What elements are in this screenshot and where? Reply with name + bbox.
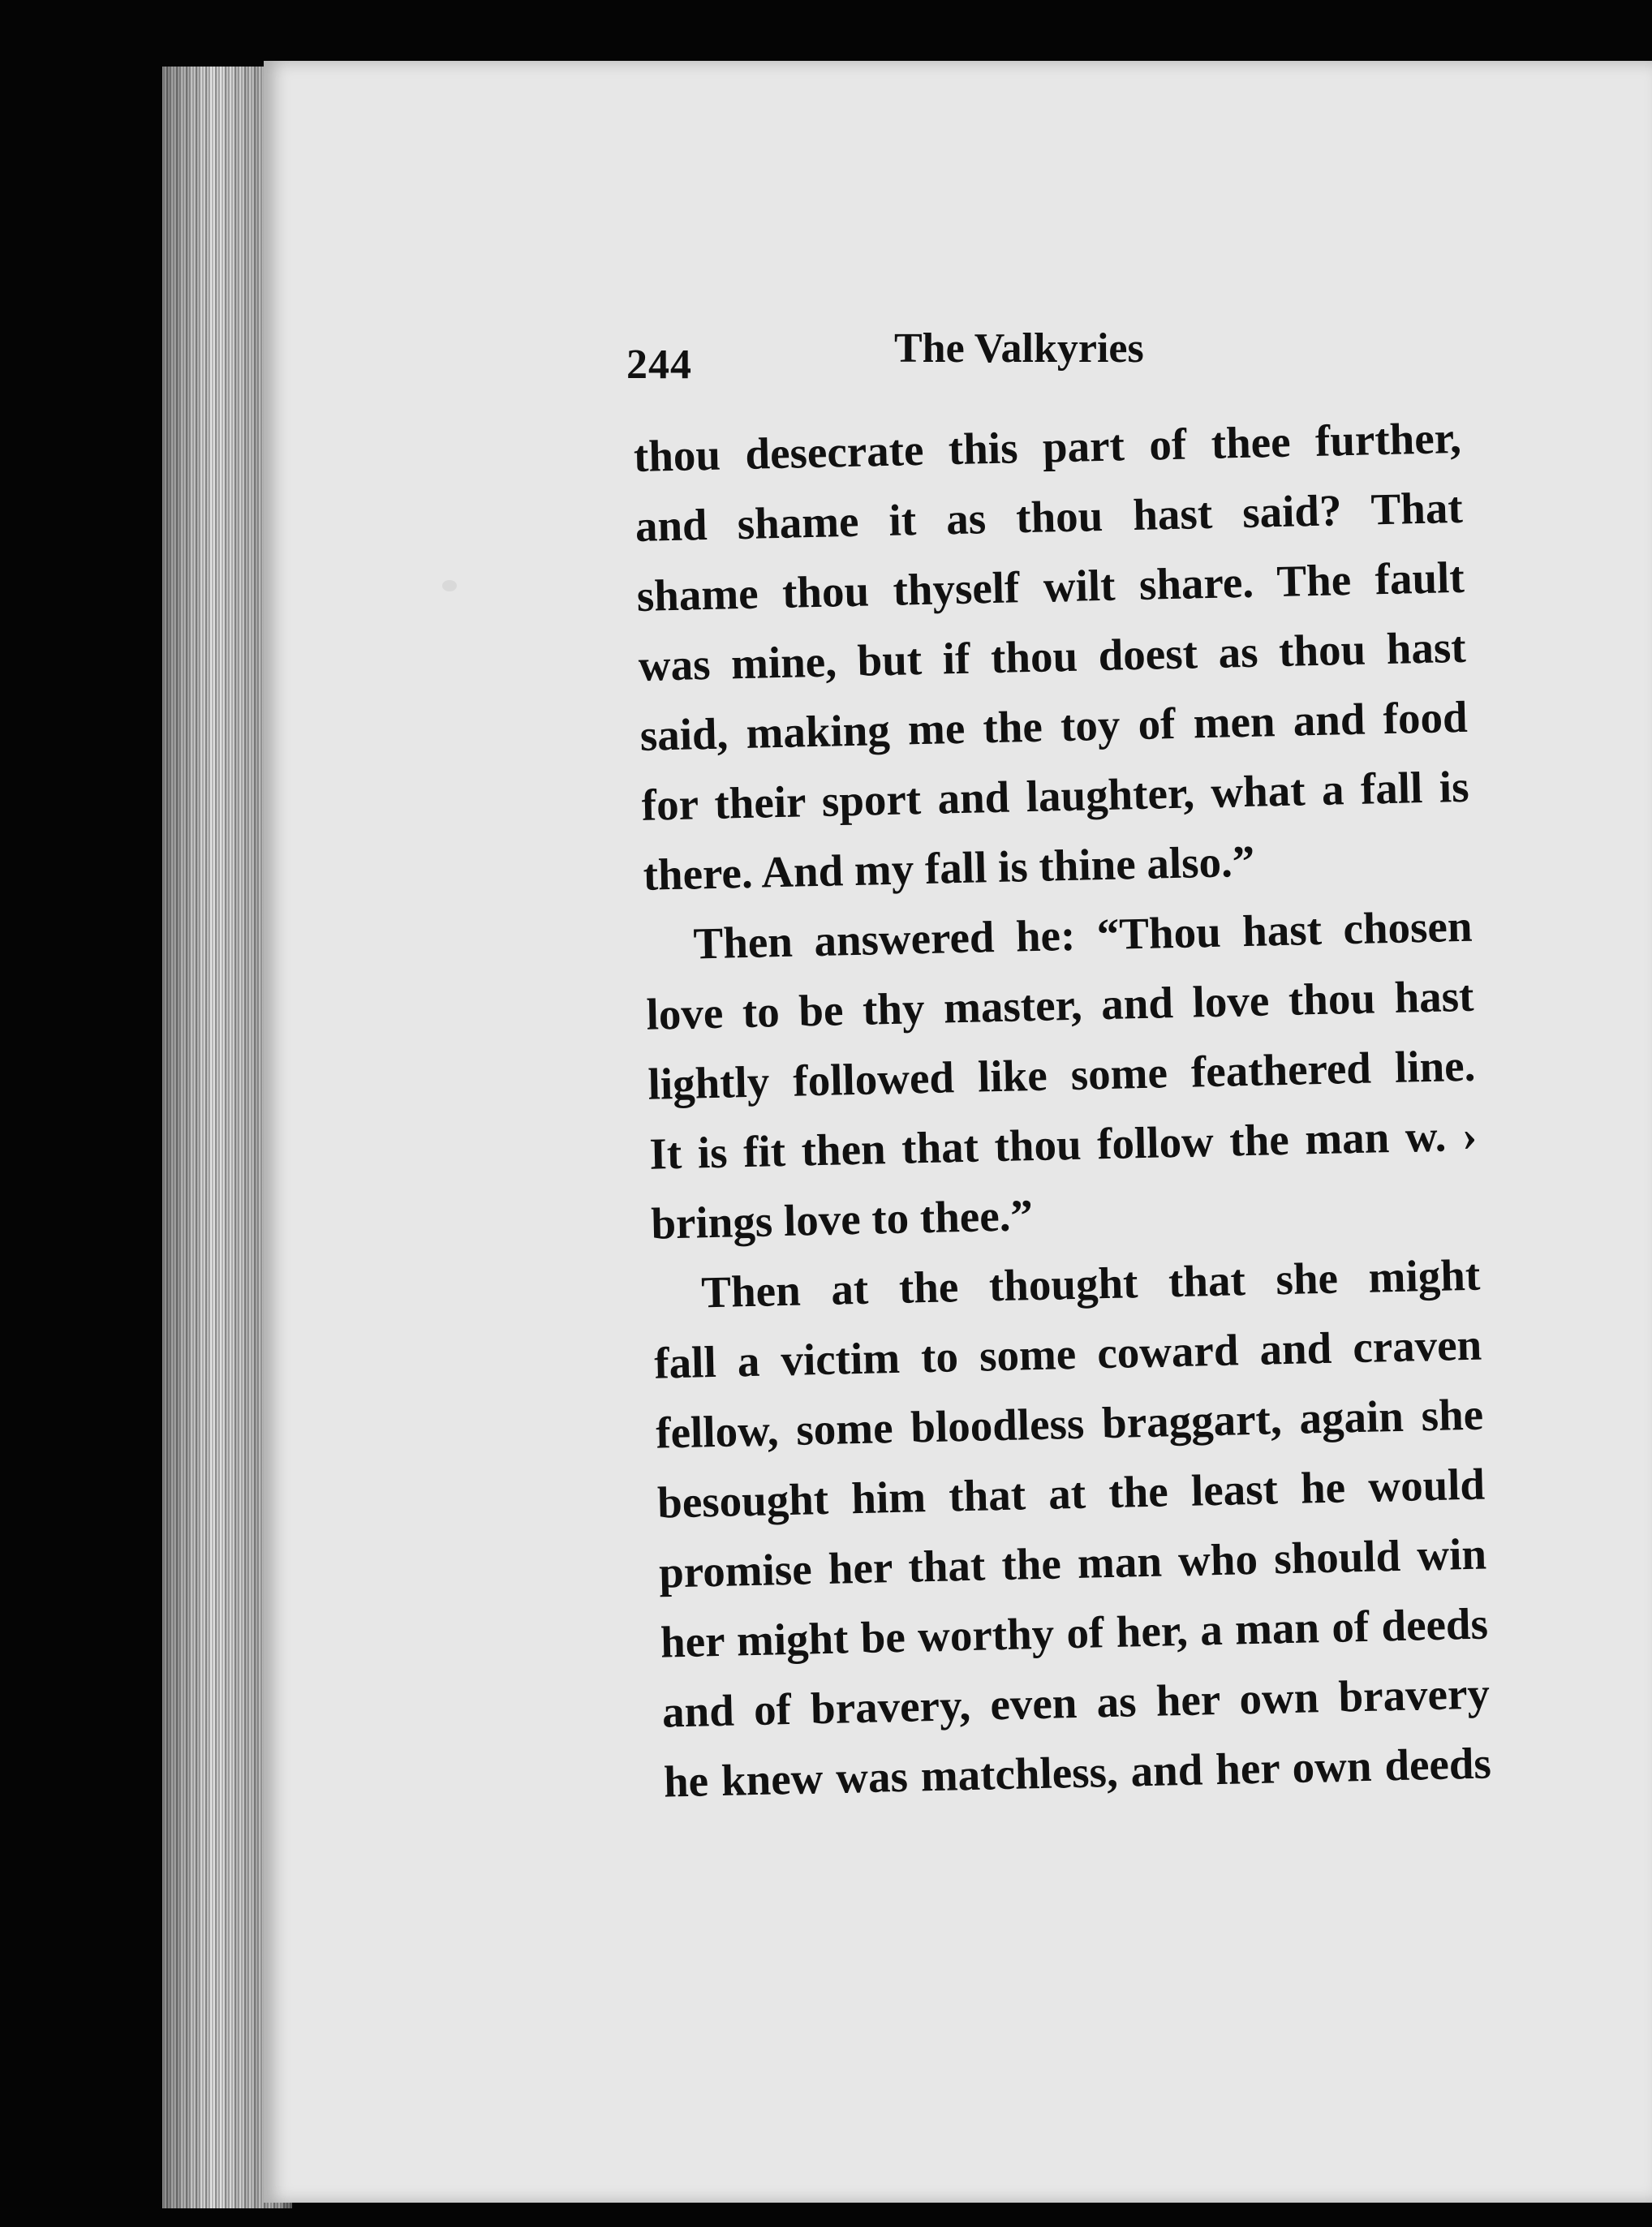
- text-line: thou desecrate this part of thee further,: [633, 412, 1462, 481]
- body-text: [633, 403, 1492, 1817]
- text-line: for their sport and laughter, what a fall is: [641, 761, 1470, 830]
- text-line: shame thou thyself wilt share. The fault: [636, 552, 1465, 621]
- text-line: brings love to thee.”: [650, 1190, 1034, 1249]
- page-header: [626, 325, 1454, 389]
- text-line: besought him that at the least he would: [656, 1459, 1486, 1528]
- text-line: fall a victim to some coward and craven: [653, 1319, 1482, 1388]
- text-line: there. And my fall is thine also.”: [642, 836, 1255, 900]
- text-line: fellow, some bloodless braggart, again she: [655, 1389, 1484, 1458]
- text-line: lightly followed like some feathered line.: [647, 1040, 1476, 1109]
- text-line: was mine, but if thou doest as thou hast: [638, 621, 1467, 690]
- text-line: and shame it as thou hast said? That: [635, 482, 1464, 551]
- text-line: her might be worthy of her, a man of deeds: [660, 1598, 1489, 1667]
- text-line: It is fit then that thou follow the man w. ›: [648, 1110, 1478, 1179]
- text-line: love to be thy master, and love thou hast: [645, 970, 1475, 1039]
- text-line: he knew was matchless, and her own deeds: [663, 1738, 1492, 1807]
- page-number: 244: [626, 342, 692, 388]
- text-line: Then at the thought that she might: [700, 1249, 1481, 1318]
- text-line: promise her that the man who should win: [658, 1528, 1487, 1597]
- running-title: The Valkyries: [894, 325, 1144, 372]
- text-line: said, making me the toy of men and food: [639, 691, 1469, 760]
- page-speck: [442, 580, 457, 591]
- text-line: Then answered he: “Thou hast chosen: [692, 901, 1473, 969]
- text-line: and of bravery, even as her own bravery: [661, 1668, 1491, 1737]
